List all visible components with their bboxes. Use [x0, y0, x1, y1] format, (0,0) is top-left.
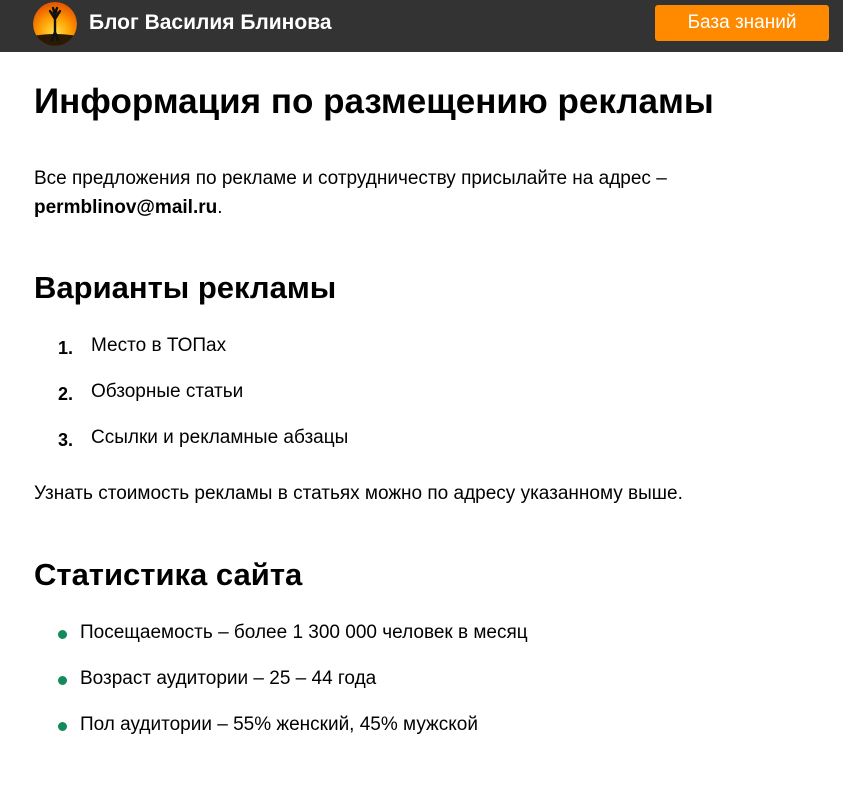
page-title: Информация по размещению рекламы — [34, 82, 714, 121]
contact-text: Все предложения по рекламе и сотрудничеству присылайте на адрес – — [34, 168, 667, 189]
list-number: 2. — [58, 384, 74, 404]
bullet-icon — [58, 676, 67, 685]
logo-icon[interactable] — [33, 2, 77, 46]
top-bar — [0, 0, 843, 52]
bullet-icon — [58, 722, 67, 731]
list-item-label: Обзорные статьи — [91, 381, 244, 402]
contact-paragraph — [34, 164, 794, 222]
list-item-label: Ссылки и рекламные абзацы — [91, 427, 349, 448]
list-item-label: Посещаемость – более 1 300 000 человек в месяц — [80, 622, 528, 643]
variants-heading: Варианты рекламы — [34, 270, 337, 305]
site-title[interactable]: Блог Василия Блинова — [89, 11, 332, 34]
bullet-icon — [58, 630, 67, 639]
cost-paragraph: Узнать стоимость рекламы в статьях можно по адресу указанному выше. — [34, 483, 683, 504]
list-number: 1. — [58, 338, 74, 358]
list-item-label: Место в ТОПах — [91, 335, 227, 356]
stats-heading: Статистика сайта — [34, 557, 303, 592]
knowledge-base-button[interactable]: База знаний — [655, 5, 829, 41]
list-item-label: Возраст аудитории – 25 – 44 года — [80, 668, 377, 689]
list-number: 3. — [58, 430, 74, 450]
list-item-label: Пол аудитории – 55% женский, 45% мужской — [80, 714, 478, 735]
email-link[interactable]: permblinov@mail.ru — [34, 197, 218, 218]
email-suffix: . — [217, 197, 223, 218]
